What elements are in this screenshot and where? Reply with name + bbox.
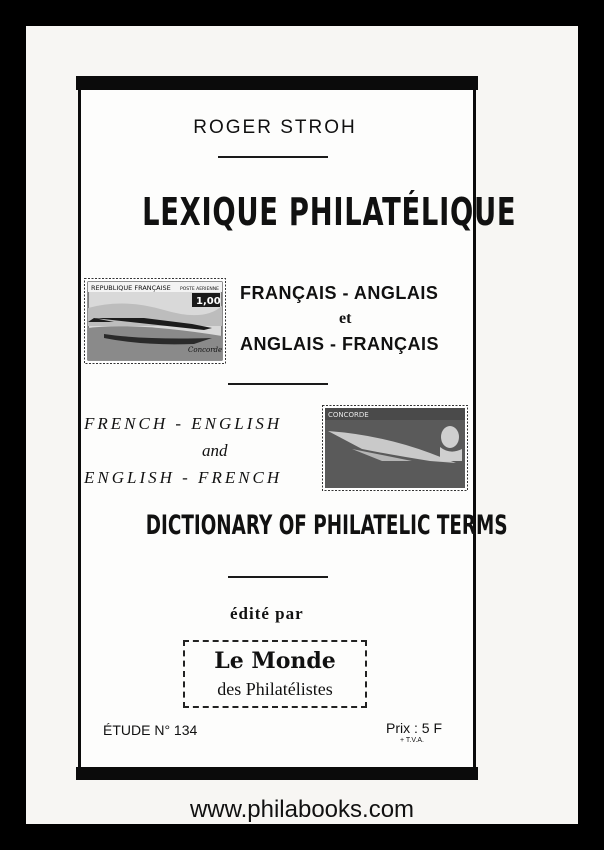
stamp-gb-name: CONCORDE [328, 411, 369, 419]
divider [228, 383, 328, 385]
concorde-stamp-france [84, 278, 226, 364]
publisher-name-line1: Le Monde [214, 648, 336, 674]
french-et: et [339, 310, 352, 327]
author-name: ROGER STROH [193, 117, 357, 138]
stamp-value: 1,00 [196, 296, 221, 307]
price: Prix : 5 F [386, 720, 443, 736]
price-tax: + T.V.A. [400, 737, 424, 744]
study-number: ÉTUDE N° 134 [103, 722, 198, 738]
publisher-name-line2: des Philatélistes [217, 679, 333, 699]
dictionary-title: DICTIONARY OF PHILATELIC TERMS [145, 510, 508, 541]
english-and: and [202, 441, 228, 460]
french-english-line: FRANÇAIS - ANGLAIS [240, 283, 439, 303]
watermark-url: www.philabooks.com [189, 796, 415, 823]
cover-bottom-border [76, 767, 478, 780]
english-french-line: ANGLAIS - FRANÇAIS [240, 334, 439, 354]
english-french-heading-2: ENGLISH - FRENCH [84, 468, 283, 487]
publisher-logo [183, 640, 367, 708]
stamp-category: POSTE AERIENNE [180, 287, 219, 292]
english-french-heading-1: FRENCH - ENGLISH [84, 414, 283, 433]
concorde-stamp-britain [322, 405, 468, 491]
book-title: LEXIQUE PHILATÉLIQUE [142, 190, 517, 234]
stamp-name: Concorde [188, 346, 223, 354]
divider [218, 156, 328, 158]
cover-top-border [76, 76, 478, 90]
divider [228, 576, 328, 578]
stamp-country: REPUBLIQUE FRANÇAISE [91, 284, 171, 292]
edited-by: édité par [230, 604, 304, 623]
